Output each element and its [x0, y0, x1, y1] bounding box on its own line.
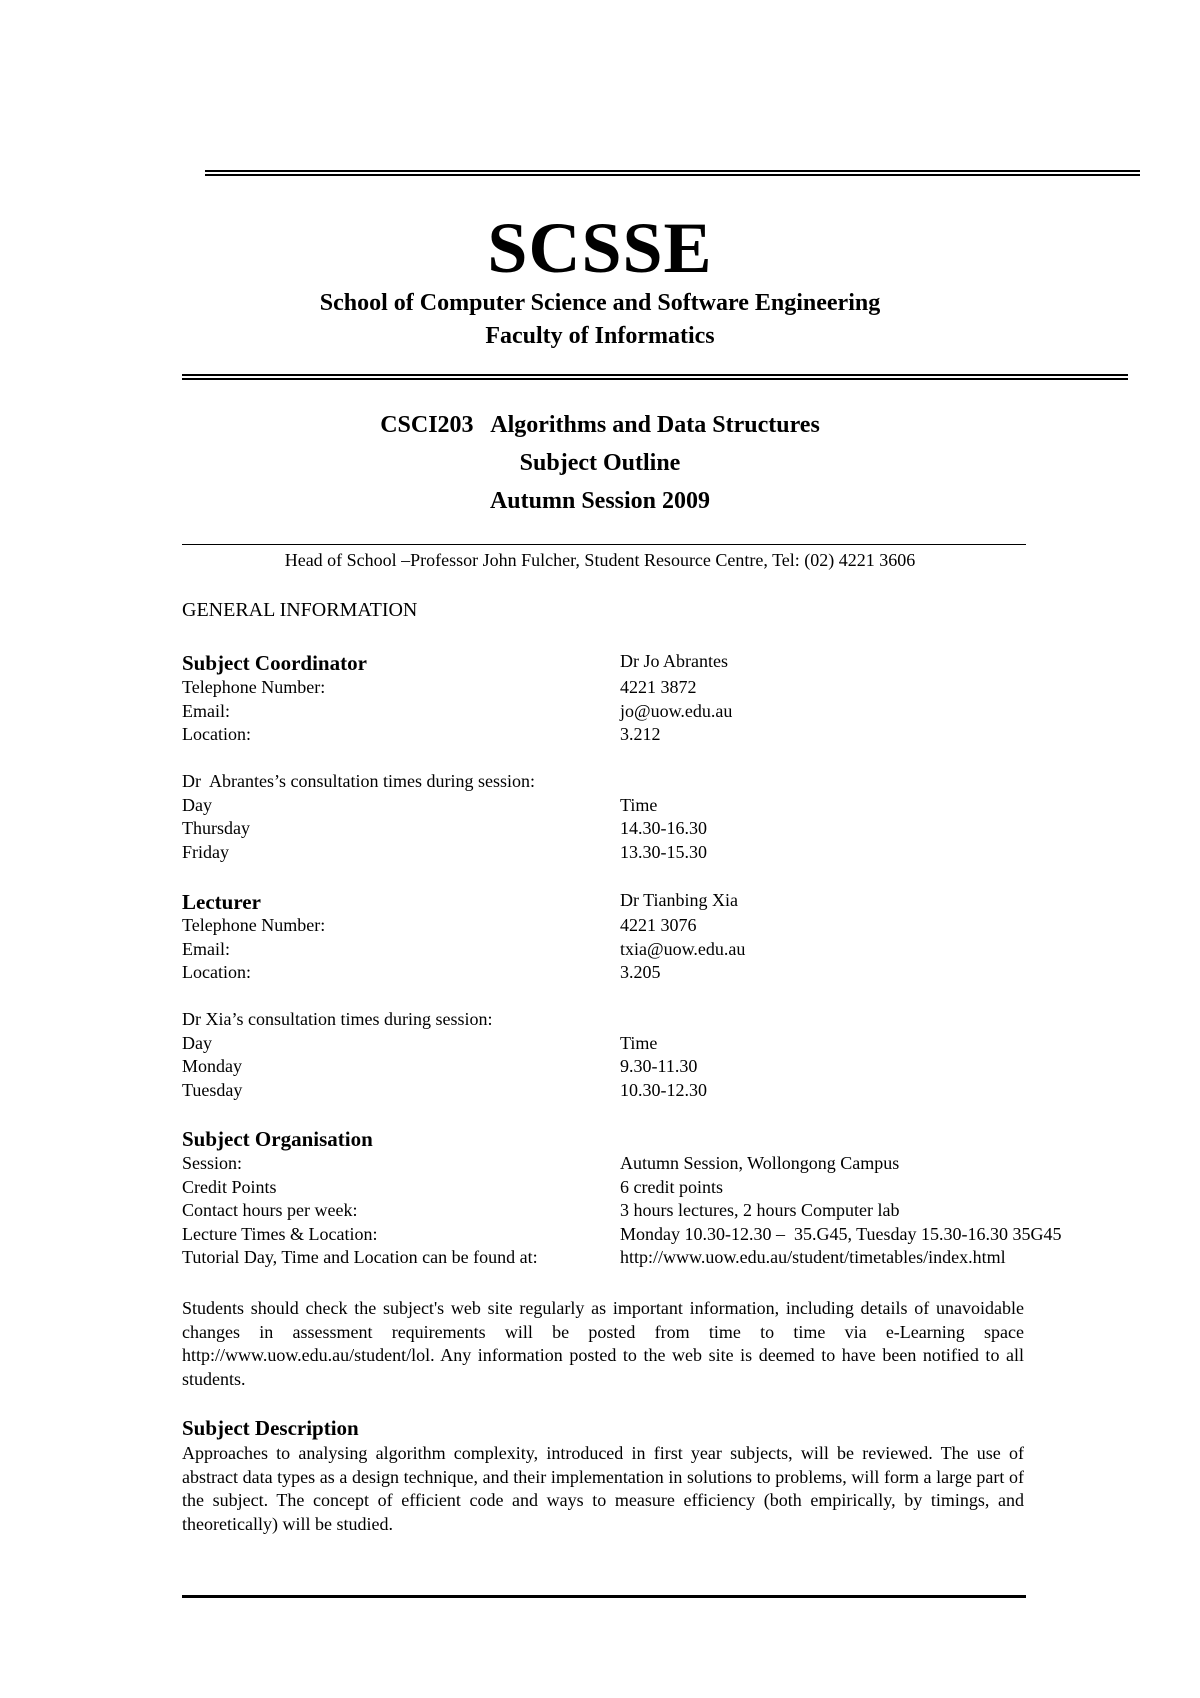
footer-rule — [182, 1595, 1026, 1598]
organisation-row-label: Tutorial Day, Time and Location can be found at: — [182, 1247, 538, 1267]
coordinator-row-label: Email: — [182, 700, 230, 721]
consult-day: Tuesday — [182, 1079, 243, 1100]
coordinator-email: jo@uow.edu.au — [620, 700, 733, 721]
coordinator-row-label: Location: — [182, 724, 251, 744]
coordinator-row — [182, 700, 1182, 724]
head-of-school-line: Head of School –Professor John Fulcher, Student Resource Centre, Tel: (02) 4221 3606 — [284, 550, 916, 570]
coordinator-name: Dr Jo Abrantes — [620, 651, 728, 671]
lecturer-consult-row — [182, 1055, 1182, 1079]
organisation-row — [182, 1223, 1182, 1247]
organisation-row — [182, 1199, 1182, 1223]
consult-day: Day — [182, 1032, 212, 1053]
consult-time: Time — [620, 794, 658, 815]
coordinator-row-value: 4221 3872 — [620, 677, 697, 697]
consult-day: Friday — [182, 841, 229, 862]
lecturer-consult-row — [182, 1032, 1182, 1056]
lecturer-consult-row — [182, 1079, 1182, 1103]
coordinator-consult-row — [182, 817, 1182, 841]
lecturer-row-value: 3.205 — [620, 962, 661, 982]
organisation-row — [182, 1246, 1182, 1270]
consult-time: 10.30-12.30 — [620, 1079, 707, 1100]
lecturer-row-value: 4221 3076 — [620, 915, 697, 935]
organisation-row-label: Credit Points — [182, 1176, 277, 1197]
general-information-heading: GENERAL INFORMATION — [182, 599, 418, 621]
school-name: School of Computer Science and Software Engineering — [319, 290, 881, 316]
lecturer-row-label: Telephone Number: — [182, 915, 326, 935]
organisation-heading: Subject Organisation — [182, 1127, 373, 1151]
organisation-row — [182, 1152, 1182, 1176]
consult-day: Day — [182, 794, 212, 815]
lecturer-heading-row — [182, 889, 1182, 915]
coordinator-row-value: 3.212 — [620, 724, 661, 744]
lecturer-consult-intro — [182, 1008, 1182, 1032]
consult-day: Thursday — [182, 818, 250, 838]
consult-time: 14.30-16.30 — [620, 818, 707, 838]
lecturer-row — [182, 914, 1182, 938]
consult-time: 13.30-15.30 — [620, 841, 707, 862]
organisation-row-label: Contact hours per week: — [182, 1200, 358, 1220]
consult-time: Time — [620, 1032, 658, 1053]
lecturer-email: txia@uow.edu.au — [620, 938, 746, 959]
coordinator-row — [182, 676, 1182, 700]
lecturer-row-label: Email: — [182, 938, 230, 959]
timetable-link[interactable]: http://www.uow.edu.au/student/timetables/index.html — [620, 1247, 1006, 1267]
website-notice: Students should check the subject's web site regularly as important information, including details of unavoidable changes in assessment requirements will be posted from time to time via e-Learning space http://www.uow.edu.au/student/lol. Any information posted to the web site is deemed to have been notified to all students. — [182, 1298, 1024, 1389]
subject-outline-title: Subject Outline — [519, 450, 681, 476]
subject-code-title: CSCI203 Algorithms and Data Structures — [380, 412, 820, 438]
top-double-rule — [205, 170, 1140, 176]
lecturer-name: Dr Tianbing Xia — [620, 890, 739, 910]
coordinator-heading-row — [182, 650, 1182, 676]
title-rule — [182, 544, 1026, 545]
coordinator-heading: Subject Coordinator — [182, 651, 367, 675]
lecturer-consult-intro-text: Dr Xia’s consultation times during session: — [182, 1009, 493, 1029]
organisation-row-value: Autumn Session, Wollongong Campus — [620, 1153, 900, 1173]
description-text: Approaches to analysing algorithm complexity, introduced in first year subjects, will be reviewed. The use of abstract data types as a design technique, and their implementation in solutions to problems, will form a large part of the subject. The concept of efficient code and ways to measure efficiency (both empirically, by timings, and theoretically) will be studied. — [182, 1443, 1024, 1534]
lecturer-row — [182, 938, 1182, 962]
coordinator-consult-intro-text: Dr Abrantes’s consultation times during session: — [182, 771, 535, 791]
consult-day: Monday — [182, 1056, 242, 1076]
organisation-row-label: Lecture Times & Location: — [182, 1223, 378, 1244]
school-logo-text: SCSSE — [487, 208, 713, 288]
coordinator-row — [182, 723, 1182, 747]
lecturer-heading: Lecturer — [182, 890, 261, 914]
coordinator-consult-row — [182, 794, 1182, 818]
faculty-name: Faculty of Informatics — [485, 323, 715, 349]
subject-session-title: Autumn Session 2009 — [489, 488, 711, 514]
coordinator-row-label: Telephone Number: — [182, 677, 326, 697]
organisation-row-label: Session: — [182, 1153, 243, 1173]
coordinator-consult-row — [182, 841, 1182, 865]
lecturer-row — [182, 961, 1182, 985]
description-heading: Subject Description — [182, 1416, 359, 1440]
coordinator-consult-intro — [182, 770, 1182, 794]
organisation-row — [182, 1176, 1182, 1200]
header-double-rule — [182, 374, 1128, 380]
organisation-row-value: Monday 10.30-12.30 – 35.G45, Tuesday 15.30-16.30 35G45 — [620, 1223, 1062, 1244]
consult-time: 9.30-11.30 — [620, 1056, 698, 1076]
organisation-row-value: 6 credit points — [620, 1176, 723, 1197]
organisation-row-value: 3 hours lectures, 2 hours Computer lab — [620, 1200, 900, 1220]
lecturer-row-label: Location: — [182, 962, 251, 982]
